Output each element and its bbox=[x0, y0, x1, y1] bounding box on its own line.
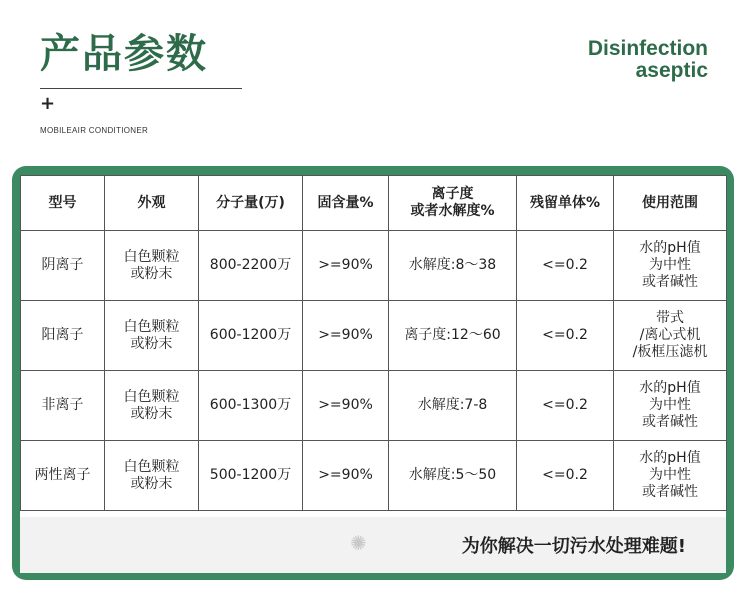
table-cell: >=90% bbox=[303, 301, 389, 371]
table-cell: 带式 /离心式机 /板框压滤机 bbox=[614, 301, 727, 371]
column-header: 固含量% bbox=[303, 176, 389, 231]
table-cell: 水的pH值 为中性 或者碱性 bbox=[614, 231, 727, 301]
table-cell: >=90% bbox=[303, 231, 389, 301]
subtitle: MOBILEAIR CONDITIONER bbox=[40, 126, 149, 135]
title-underline bbox=[40, 88, 242, 89]
footer-bar bbox=[20, 517, 726, 573]
column-header: 型号 bbox=[21, 176, 105, 231]
table-cell: 两性离子 bbox=[21, 441, 105, 511]
table-cell: <=0.2 bbox=[517, 301, 614, 371]
table-row bbox=[21, 301, 727, 371]
table-cell: 800-2200万 bbox=[199, 231, 303, 301]
table-cell: 水的pH值 为中性 或者碱性 bbox=[614, 371, 727, 441]
table-cell: 水解度:5～50 bbox=[389, 441, 517, 511]
plus-icon: + bbox=[40, 93, 56, 114]
footer-slogan: 为你解决一切污水处理难题! bbox=[461, 536, 686, 557]
table-cell: <=0.2 bbox=[517, 441, 614, 511]
table-cell: 水解度:7-8 bbox=[389, 371, 517, 441]
table-cell: 非离子 bbox=[21, 371, 105, 441]
table-cell: 600-1300万 bbox=[199, 371, 303, 441]
table-cell: 离子度:12～60 bbox=[389, 301, 517, 371]
table-cell: 水解度:8～38 bbox=[389, 231, 517, 301]
table-cell: 阴离子 bbox=[21, 231, 105, 301]
table-cell: <=0.2 bbox=[517, 371, 614, 441]
brand-line-1: Disinfection bbox=[587, 37, 708, 60]
table-cell: <=0.2 bbox=[517, 231, 614, 301]
table-row bbox=[21, 231, 727, 301]
table-cell: 白色颗粒 或粉末 bbox=[105, 231, 199, 301]
table-cell: >=90% bbox=[303, 371, 389, 441]
table-cell: 白色颗粒 或粉末 bbox=[105, 441, 199, 511]
table-cell: 白色颗粒 或粉末 bbox=[105, 371, 199, 441]
column-header: 残留单体% bbox=[517, 176, 614, 231]
table-cell: 阳离子 bbox=[21, 301, 105, 371]
brand-line-2: aseptic bbox=[635, 59, 708, 82]
table-header-row bbox=[21, 176, 727, 231]
column-header: 分子量(万) bbox=[199, 176, 303, 231]
table-cell: 白色颗粒 或粉末 bbox=[105, 301, 199, 371]
column-header: 使用范围 bbox=[614, 176, 727, 231]
brand-text bbox=[588, 38, 708, 82]
table-cell: >=90% bbox=[303, 441, 389, 511]
table-row bbox=[21, 371, 727, 441]
table-cell: 600-1200万 bbox=[199, 301, 303, 371]
parameter-grid bbox=[20, 175, 727, 511]
column-header: 外观 bbox=[105, 176, 199, 231]
column-header: 离子度 或者水解度% bbox=[389, 176, 517, 231]
splash-icon: ✺ bbox=[350, 531, 367, 555]
parameter-table bbox=[20, 175, 726, 517]
page-title: 产品参数 bbox=[40, 31, 208, 77]
table-row bbox=[21, 441, 727, 511]
table-cell: 500-1200万 bbox=[199, 441, 303, 511]
table-cell: 水的pH值 为中性 或者碱性 bbox=[614, 441, 727, 511]
table-body bbox=[21, 231, 727, 511]
